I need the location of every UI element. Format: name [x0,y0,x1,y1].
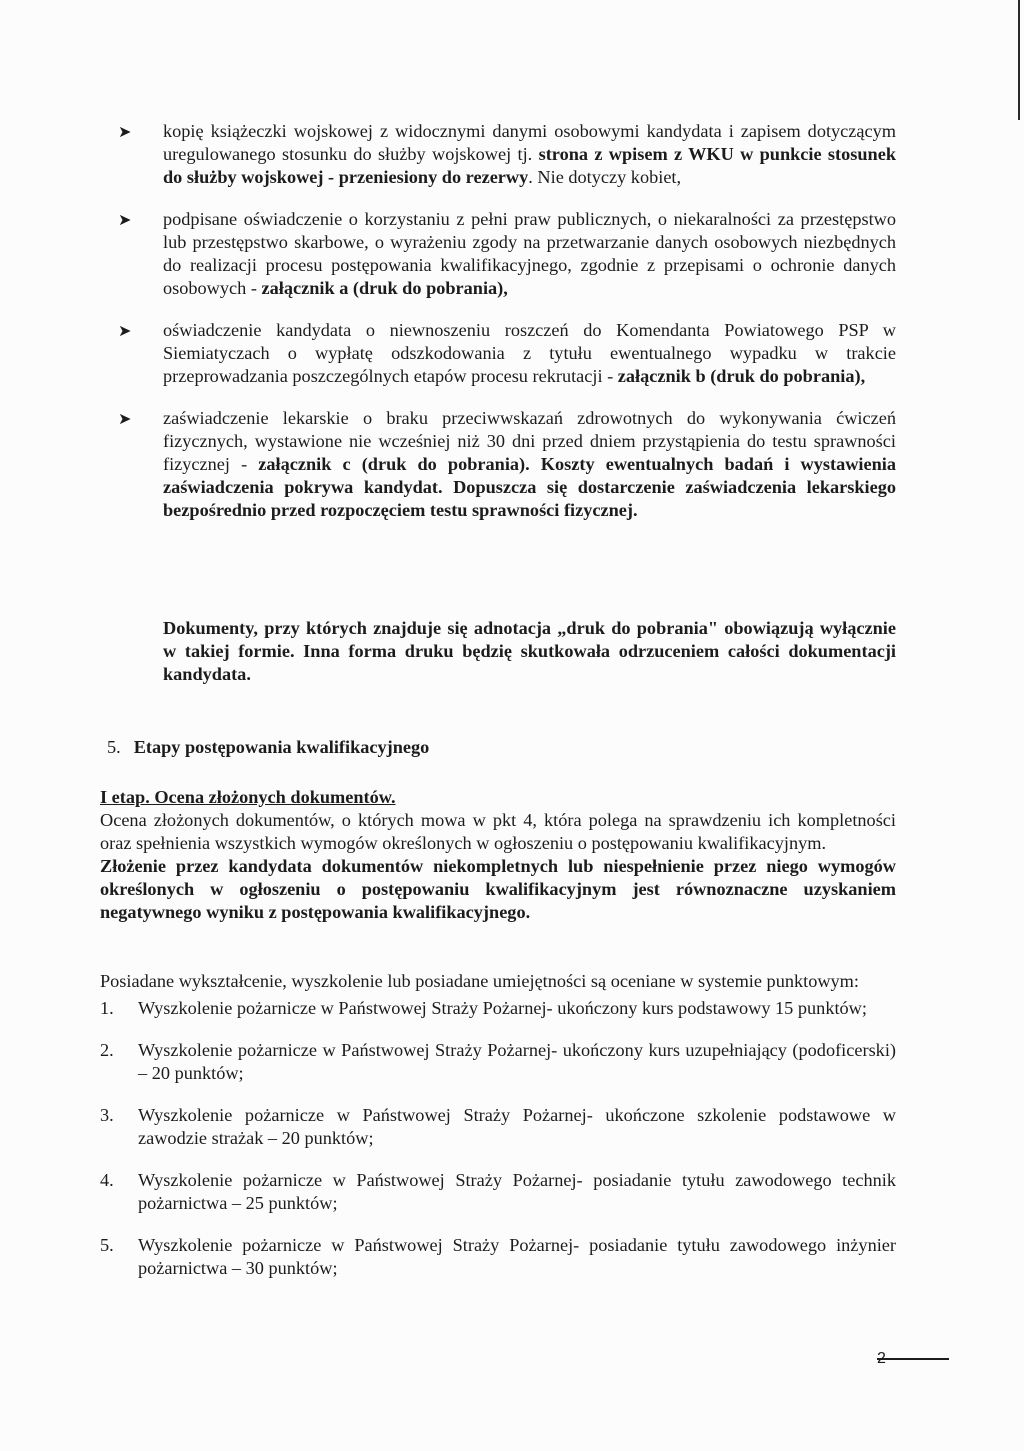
scoring-block [100,970,896,1299]
page-number: 2 [877,1350,886,1367]
list-item: ➤ oświadczenie kandydata o niewnoszeniu roszczeń do Komendanta Powiatowego PSP w Siemiatyczach o wypłatę odszkodowania z tytułu ewentualnego wypadku w trakcie przeprowadzania poszczególnych etapów procesu rekrutacji - załącznik b (druk do pobrania), [118,320,896,386]
arrow-bullet-icon: ➤ [118,321,132,340]
scoring-item: 3. Wyszkolenie pożarnicze w Państwowej Straży Pożarnej- ukończone szkolenie podstawowe w zawodzie strażak – 20 punktów; [100,1105,896,1148]
scoring-item: 4. Wyszkolenie pożarnicze w Państwowej Straży Pożarnej- posiadanie tytułu zawodowego technik pożarnictwa – 25 punktów; [100,1170,896,1213]
arrow-bullet-icon: ➤ [118,409,132,428]
arrow-bullet-icon: ➤ [118,210,132,229]
footer-divider [877,1358,949,1360]
scoring-item: 1. Wyszkolenie pożarnicze w Państwowej Straży Pożarnej- ukończony kurs podstawowy 15 punktów; [100,998,867,1018]
section-heading [107,737,429,758]
section-title: Etapy postępowania kwalifikacyjnego [133,737,430,757]
stage-title: I etap. Ocena złożonych dokumentów. [100,787,396,807]
scoring-item: 5. Wyszkolenie pożarnicze w Państwowej Straży Pożarnej- posiadanie tytułu zawodowego inżynier pożarnictwa – 30 punktów; [100,1235,896,1278]
form-notice: Dokumenty, przy których znajduje się adnotacja „druk do pobrania" obowiązują wyłącznie w takiej formie. Inna forma druku będzię skutkowała odrzuceniem całości dokumentacji kandydata. [163,618,896,684]
section-number: 5. [107,737,121,757]
list-item: ➤ kopię książeczki wojskowej z widocznymi danymi osobowymi kandydata i zapisem dotyczącym uregulowanego stosunku do służby wojskowej tj. strona z wpisem z WKU w punkcie stosunek do służby wojskowej - przeniesiony do rezerwy. Nie dotyczy kobiet, [118,121,896,187]
scoring-item: 2. Wyszkolenie pożarnicze w Państwowej Straży Pożarnej- ukończony kurs uzupełniający (podoficerski) – 20 punktów; [100,1040,896,1083]
list-item: ➤ podpisane oświadczenie o korzystaniu z pełni praw publicznych, o niekaralności za przestępstwo lub przestępstwo skarbowe, o wyrażeniu zgody na przetwarzanie danych osobowych niezbędnych do realizacji procesu postępowania kwalifikacyjnego, zgodnie z przepisami o ochronie danych osobowych - załącznik a (druk do pobrania), [118,209,896,298]
stage-description: Ocena złożonych dokumentów, o których mowa w pkt 4, która polega na sprawdzeniu ich kompletności oraz spełnienia wszystkich wymogów określonych w ogłoszeniu o postępowaniu kwalifikacyjnym. [100,810,896,853]
arrow-bullet-icon: ➤ [118,122,132,141]
scan-edge [1018,0,1020,120]
stage-warning: Złożenie przez kandydata dokumentów niekompletnych lub niespełnienie przez niego wymogów określonych w ogłoszeniu o postępowaniu kwalifikacyjnym jest równoznaczne uzyskaniem negatywnego wyniku z postępowania kwalifikacyjnego. [100,856,896,922]
required-documents-list [118,120,896,541]
list-item: ➤ zaświadczenie lekarskie o braku przeciwwskazań zdrowotnych do wykonywania ćwiczeń fizycznych, wystawione nie wcześniej niż 30 dni przed dniem przystąpienia do testu sprawności fizycznej - załącznik c (druk do pobrania). Koszty ewentualnych badań i wystawienia zaświadczenia pokrywa kandydat. Dopuszcza się dostarczenie zaświadczenia lekarskiego bezpośrednio przed rozpoczęciem testu sprawności fizycznej. [118,408,896,520]
stage-one-block [100,786,896,924]
scoring-intro: Posiadane wykształcenie, wyszkolenie lub posiadane umiejętności są oceniane w systemie punktowym: [100,971,859,991]
